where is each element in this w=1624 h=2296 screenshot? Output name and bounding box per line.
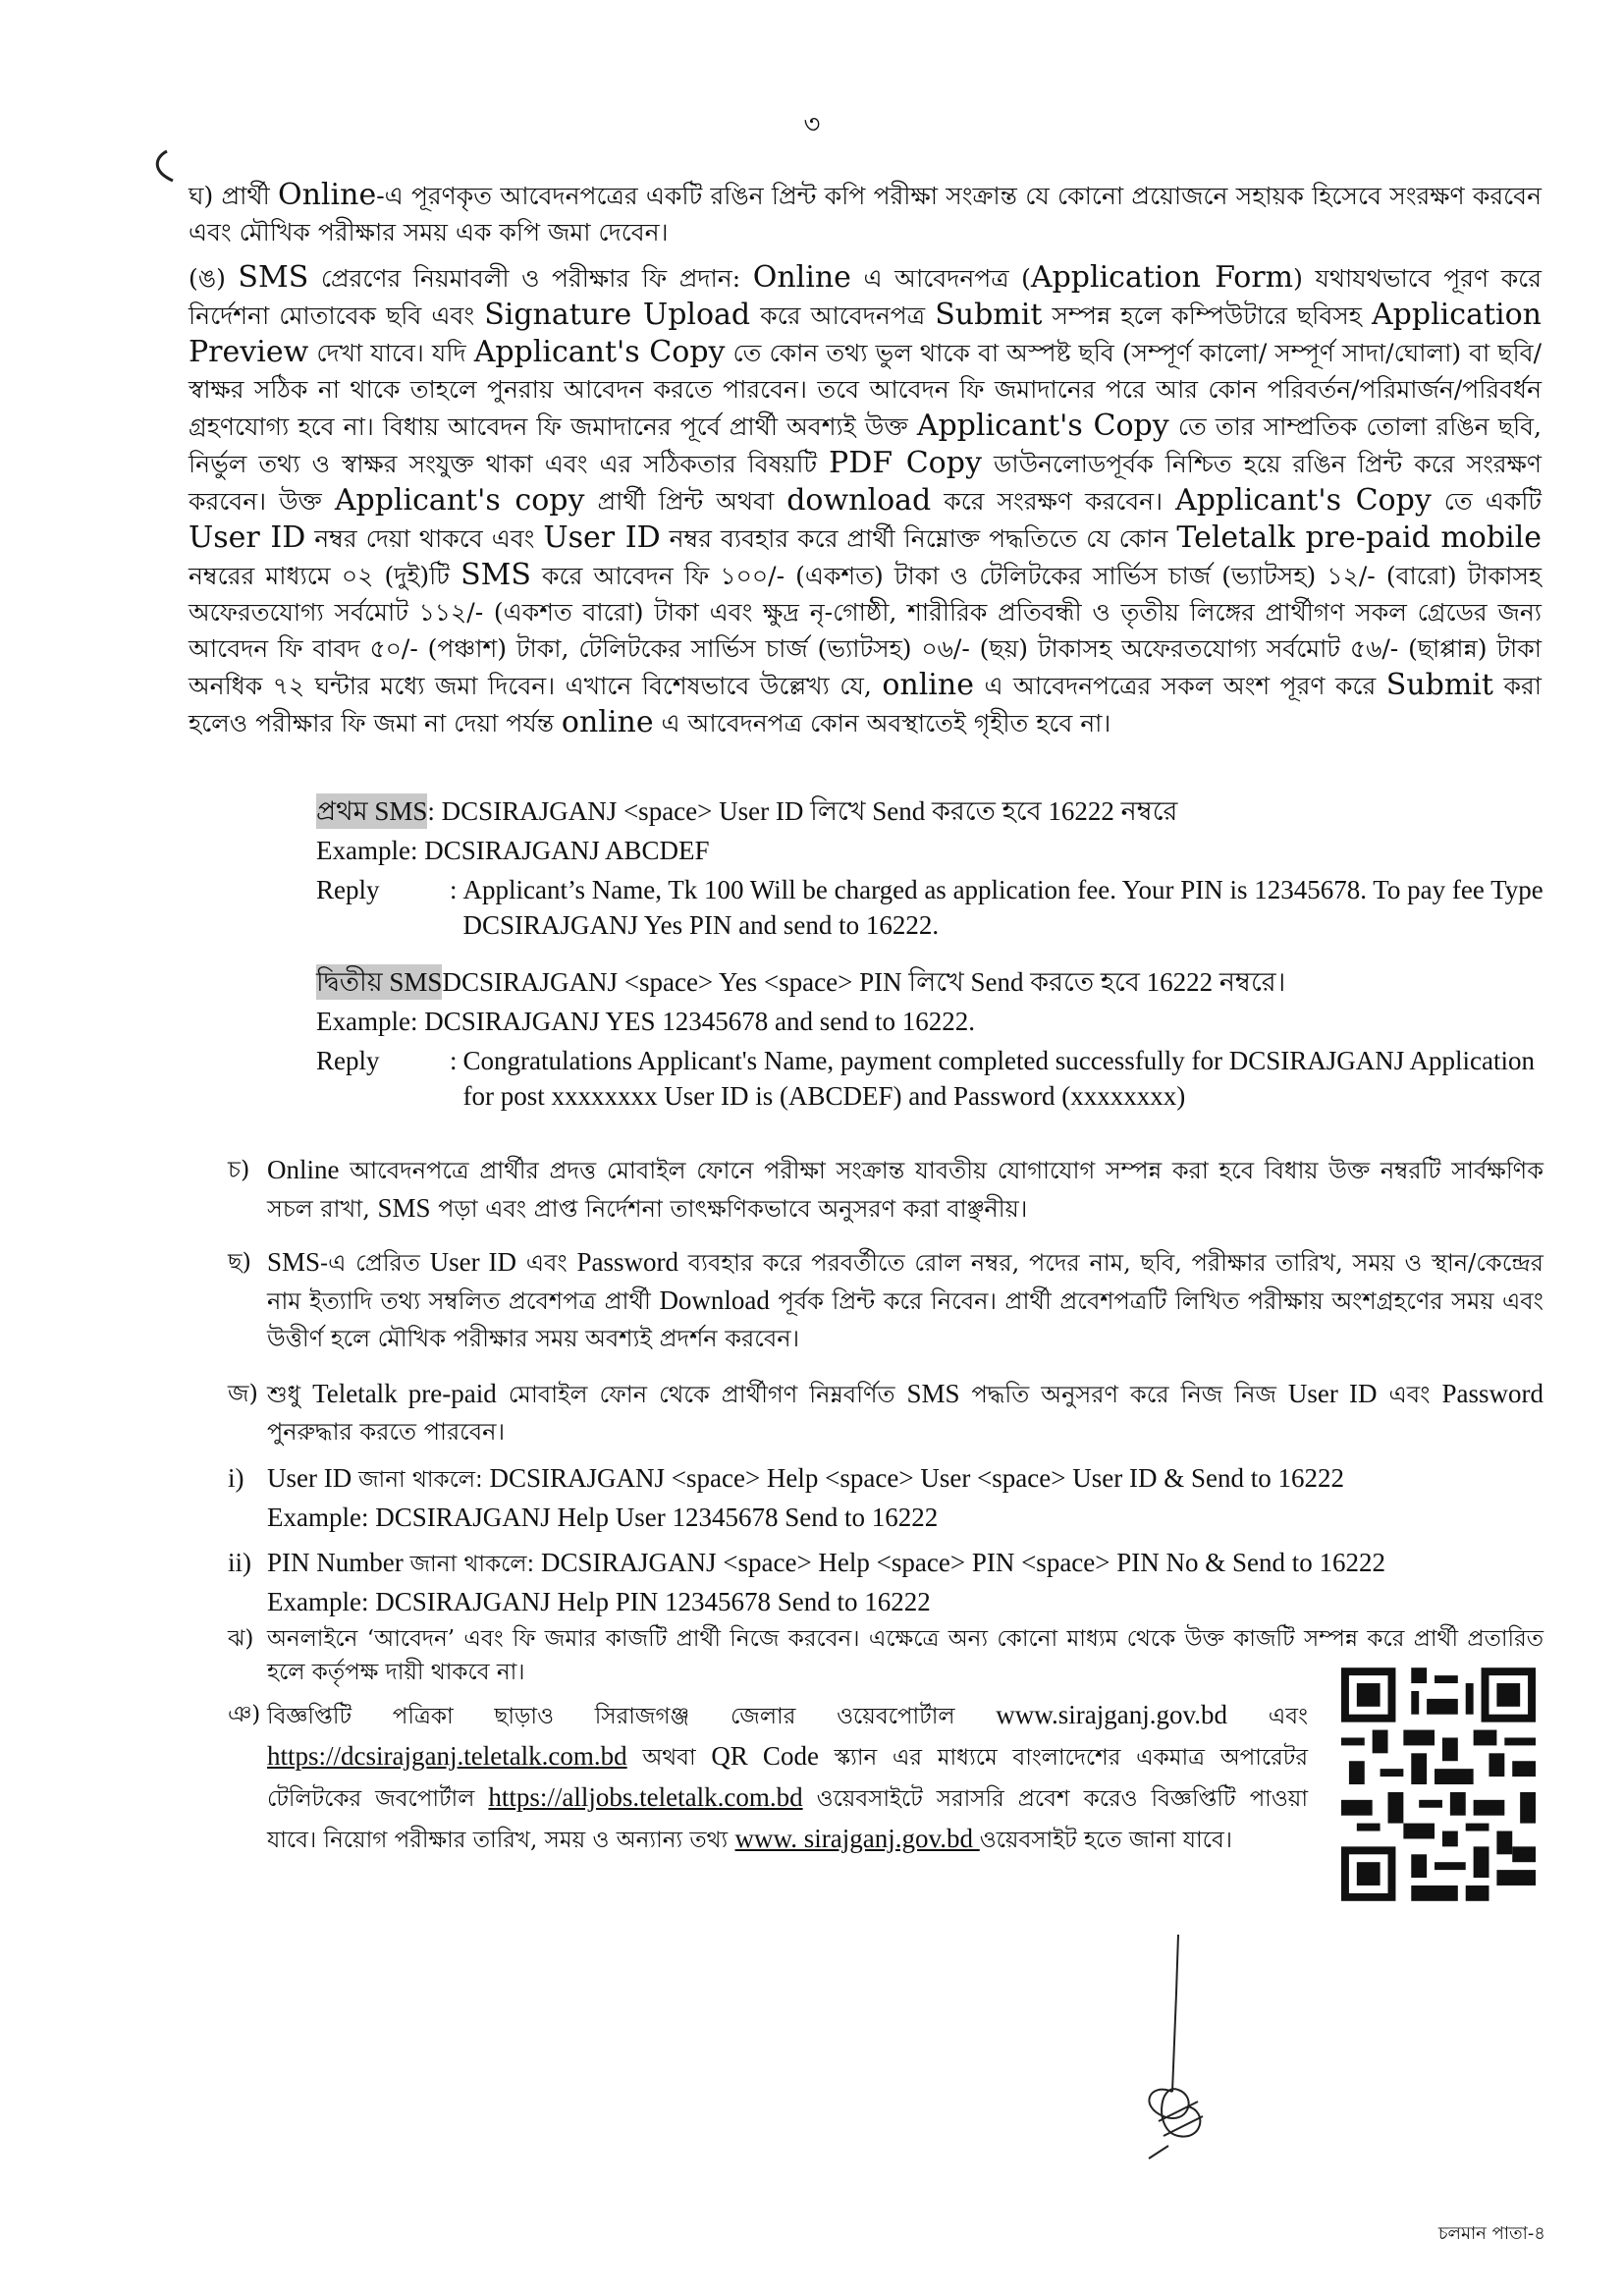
sms1-reply-text: Applicant’s Name, Tk 100 Will be charged as application fee. Your PIN is 12345678. To pay fee Type DCSIRAJGANJ Yes PIN and send to 16222. — [462, 875, 1543, 940]
sms2-example-label: Example — [316, 1007, 410, 1036]
roman-i — [228, 1459, 1543, 1536]
umo-t36: Submit — [1385, 668, 1493, 702]
sms2-text: DCSIRAJGANJ <space> Yes <space> PIN লিখে Send করতে হবে 16222 নম্বরে। — [442, 967, 1286, 997]
umo-t38: online — [561, 705, 654, 739]
roman-i-a: User ID — [267, 1463, 358, 1493]
umo-t19: ডাউনলোডপূর্বক নিশ্চিত হয়ে রঙিন প্রিন্ট করে সংরক্ষণ করবেন। উক্ত — [189, 450, 1542, 516]
signature-icon — [1119, 1935, 1237, 2160]
qr-code-icon[interactable] — [1341, 1667, 1536, 1901]
umo-t9: করে আবেদনপত্র — [750, 301, 936, 330]
umo-t8: Signature Upload — [484, 298, 751, 332]
umo-t37: করা হলেও পরীক্ষার ফি জমা না দেয়া পর্যন্ত — [189, 672, 1542, 738]
chha-t8: পূর্বক প্রিন্ট করে নিবেন। প্রার্থী প্রবেশপত্রটি লিখিত পরীক্ষায় অংশগ্রহণের সময় এবং উত্তীর্ণ হলে মৌখিক পরীক্ষার সময় অবশ্যই প্রদর্শন করবেন। — [267, 1287, 1543, 1352]
item-nya-label: ঞ) — [228, 1702, 261, 1727]
para-gha — [189, 177, 1542, 250]
umo-t27: নম্বর দেয়া থাকবে এবং — [305, 524, 544, 553]
umo-t18: PDF Copy — [829, 446, 982, 480]
roman-ii-a: PIN Number — [267, 1548, 410, 1577]
nya-t3: এবং — [1227, 1704, 1308, 1729]
nya-t7: স্ক্যান এর মাধ্যমে বাংলাদেশের একমাত্র অপারেটর টেলিটকের জবপোর্টাল — [267, 1745, 1308, 1812]
continued-page-footer: চলমান পাতা-৪ — [1437, 2223, 1545, 2244]
cha-t3: SMS — [377, 1193, 431, 1223]
item-jha-text: অনলাইনে ‘আবেদন’ এবং ফি জমার কাজটি প্রার্থী নিজে করবেন। এক্ষেত্রে অন্য কোনো মাধ্যম থেকে উক্ত কাজটি সম্পন্ন করে প্রার্থী প্রতারিত হলে কর্তৃপক্ষ দায়ী থাকবে না। — [267, 1626, 1543, 1685]
chha-t5: Password — [576, 1247, 678, 1277]
umo-t2: SMS — [238, 260, 309, 295]
sms1-example-row — [316, 833, 1543, 868]
sms2-block — [316, 964, 1543, 1114]
para-umo — [189, 259, 1542, 741]
sms2-reply-text: Congratulations Applicant's Name, payment completed successfully for DCSIRAJGANJ Application for post xxxxxxxx User ID is (ABCDEF) and Password (xxxxxxxx) — [462, 1046, 1535, 1111]
nya-t9: ওয়েবসাইটে সরাসরি প্রবেশ করেও বিজ্ঞপ্তিটি পাওয়া যাবে। নিয়োগ পরীক্ষার তারিখ, সময় ও অন্যান্য তথ্য — [267, 1786, 1308, 1853]
umo-t21: প্রার্থী প্রিন্ট অথবা — [584, 487, 787, 516]
item-ja-label: জ) — [228, 1380, 258, 1407]
roman-ii-b: জানা থাকলে: — [409, 1552, 535, 1577]
umo-t34: online — [882, 668, 974, 702]
cha-t2: আবেদনপত্রে প্রার্থীর প্রদত্ত মোবাইল ফোনে পরীক্ষা সংক্রান্ত যাবতীয় যোগাযোগ সম্পন্ন করা হবে বিধায় উক্ত নম্বরটি সার্বক্ষণিক সচল রাখা, — [267, 1157, 1543, 1223]
sms2-label: দ্বিতীয় SMS — [316, 964, 442, 1000]
roman-ii-c: DCSIRAJGANJ <space> Help <space> PIN <space> PIN No & Send to 16222 — [534, 1548, 1386, 1577]
umo-t31: নম্বরের মাধ্যমে ০২ (দুই)টি — [189, 562, 461, 590]
sms1-label: প্রথম SMS — [316, 793, 427, 829]
nya-t11: ওয়েবসাইট হতে জানা যাবে। — [979, 1828, 1232, 1853]
sms1-row — [316, 793, 1543, 829]
sms2-reply-row: Reply : Congratulations Applicant's Name, payment completed successfully for DCSIRAJGANJ Application for post xxxxxxxx User ID is (ABCDEF) and Password (xxxxxxxx) — [316, 1043, 1543, 1114]
roman-i-label: i) — [228, 1463, 244, 1493]
ja-t8: Password — [1441, 1379, 1543, 1408]
umo-t20: Applicant's copy — [334, 483, 585, 518]
cha-t4: পড়া এবং প্রাপ্ত নির্দেশনা তাৎক্ষণিকভাবে অনুসরণ করা বাঞ্ছনীয়। — [430, 1195, 1028, 1223]
chha-t2: -এ প্রেরিত — [320, 1249, 430, 1277]
margin-mark — [147, 147, 175, 187]
roman-ii-label: ii) — [228, 1548, 251, 1577]
chha-t6: ব্যবহার করে পরবর্তীতে রোল নম্বর, পদের নাম, ছবি, পরীক্ষার তারিখ, সময় ও স্থান/কেন্দ্রের নাম ইত্যাদি তথ্য সম্বলিত প্রবেশপত্র প্রার্থী — [267, 1249, 1543, 1315]
umo-t25: তে একটি — [1431, 487, 1542, 516]
nya-t5: অথবা — [626, 1745, 712, 1771]
para-gha-text-2: Online — [278, 178, 377, 212]
sms1-block — [316, 793, 1543, 943]
ja-t3: মোবাইল ফোন থেকে প্রার্থীগণ নিম্নবর্ণিত — [496, 1381, 907, 1408]
umo-t1: (ঙ) — [189, 264, 239, 293]
roman-ii-example: Example: DCSIRAJGANJ Help PIN 12345678 Send to 16222 — [267, 1587, 931, 1616]
para-gha-text-1: ঘ) প্রার্থী — [189, 182, 279, 210]
umo-t3: প্রেরণের নিয়মাবলী ও পরীক্ষার ফি প্রদান: — [308, 264, 753, 293]
item-ja — [228, 1375, 1543, 1450]
umo-t11: সম্পন্ন হলে কম্পিউটারে ছবিসহ — [1042, 301, 1372, 330]
roman-ii — [228, 1544, 1543, 1620]
cha-t1: Online — [267, 1155, 340, 1184]
umo-t33: করে আবেদন ফি ১০০/- (একশত) টাকা ও টেলিটকের সার্ভিস চার্জ (ভ্যাটসহ) ১২/- (বারো) টাকাসহ অফেরতযোগ্য সর্বমোট ১১২/- (একশত বারো) টাকা এবং ক্ষুদ্র নৃ-গোষ্ঠী, শারীরিক প্রতিবন্ধী ও তৃতীয় লিঙ্গের প্রার্থীগণ সকল গ্রেডের জন্য আবেদন ফি বাবদ ৫০/- (পঞ্চাশ) টাকা, টেলিটকের সার্ভিস চার্জ (ভ্যাটসহ) ০৬/- (ছয়) টাকাসহ অফেরতযোগ্য সর্বমোট ৫৬/- (ছাপ্পান্ন) টাকা অনধিক ৭২ ঘন্টার মধ্যে জমা দিবেন। এখানে বিশেষভাবে উল্লেখ্য যে, — [189, 562, 1542, 700]
sms2-example-row — [316, 1004, 1543, 1039]
umo-t23: করে সংরক্ষণ করবেন। — [931, 487, 1176, 516]
ja-t2: Teletalk pre-paid — [312, 1379, 497, 1408]
nya-link-dcsirajganj[interactable]: https://dcsirajganj.teletalk.com.bd — [267, 1741, 627, 1771]
chha-t1: SMS — [267, 1247, 321, 1277]
sms1-reply-row: Reply : Applicant’s Name, Tk 100 Will be charged as application fee. Your PIN is 12345678. To pay fee Type DCSIRAJGANJ Yes PIN and send to 16222. — [316, 872, 1543, 943]
ja-t4: SMS — [906, 1379, 960, 1408]
item-jha-label: ঝ) — [228, 1626, 254, 1652]
roman-i-c: DCSIRAJGANJ <space> Help <space> User <space> User ID & Send to 16222 — [482, 1463, 1344, 1493]
para-gha-text-3: -এ পূরণকৃত আবেদনপত্রের একটি রঙিন প্রিন্ট কপি পরীক্ষা সংক্রান্ত যে কোনো প্রয়োজনে সহায়ক হিসেবে সংরক্ষণ করবেন এবং মৌখিক পরীক্ষার সময় এক কপি জমা দেবেন। — [189, 182, 1542, 246]
sms1-reply-label: Reply — [316, 875, 380, 904]
nya-t1: বিজ্ঞপ্তিটি পত্রিকা ছাড়াও সিরাজগঞ্জ জেলার ওয়েবপোর্টাল — [267, 1704, 997, 1729]
sms2-example-text: : DCSIRAJGANJ YES 12345678 and send to 16222. — [409, 1007, 975, 1036]
sms2-reply-label: Reply — [316, 1046, 380, 1075]
umo-t22: download — [786, 483, 932, 518]
chha-t3: User ID — [429, 1247, 516, 1277]
umo-t7: ) যথাযথভাবে পূরণ করে নির্দেশনা মোতাবেক ছবি এবং — [189, 264, 1542, 330]
umo-t24: Applicant's Copy — [1175, 483, 1432, 518]
roman-i-example: Example: DCSIRAJGANJ Help User 12345678 Send to 16222 — [267, 1503, 939, 1532]
item-cha — [228, 1151, 1543, 1228]
umo-t30: Teletalk pre-paid mobile — [1176, 520, 1542, 555]
roman-i-b: জানা থাকলে: — [357, 1467, 483, 1493]
nya-link-website-2[interactable]: www. sirajganj.gov.bd — [734, 1824, 980, 1853]
item-chha-label: ছ) — [228, 1248, 251, 1276]
ja-t9: পুনরুদ্ধার করতে পারবেন। — [267, 1418, 506, 1446]
umo-t13: দেখা যাবে। যদি — [308, 339, 474, 367]
ja-t7: এবং — [1377, 1381, 1442, 1408]
umo-t26: User ID — [189, 520, 306, 555]
chha-t4: এবং — [515, 1249, 577, 1277]
umo-t6: Application Form — [1030, 260, 1294, 295]
umo-t14: Applicant's Copy — [473, 335, 726, 369]
item-cha-label: চ) — [228, 1156, 250, 1183]
sms2-row — [316, 964, 1543, 1000]
chha-t7: Download — [659, 1285, 770, 1315]
nya-link-alljobs[interactable]: https://alljobs.teletalk.com.bd — [488, 1782, 803, 1812]
umo-t15: তে কোন তথ্য ভুল থাকে বা অস্পষ্ট ছবি (সম্পূর্ণ কালো/ সম্পূর্ণ সাদা/ঘোলা) বা ছবি/স্বাক্ষর সঠিক না থাকে তাহলে পুনরায় আবেদন করতে পারবেন। তবে আবেদন ফি জমাদানের পরে আর কোন পরিবর্তন/পরিমার্জন/পরিবর্ধন গ্রহণযোগ্য হবে না। বিধায় আবেদন ফি জমাদানের পূর্বে প্রার্থী অবশ্যই উক্ত — [189, 339, 1542, 441]
umo-t28: User ID — [543, 520, 661, 555]
umo-t29: নম্বর ব্যবহার করে প্রার্থী নিম্নোক্ত পদ্ধতিতে যে কোন — [660, 524, 1177, 553]
page-number: ৩ — [803, 110, 821, 139]
item-nya — [228, 1695, 1308, 1860]
nya-website-1: www.sirajganj.gov.bd — [996, 1700, 1228, 1729]
item-chha — [228, 1243, 1543, 1357]
umo-t12: Application Preview — [189, 298, 1542, 369]
ja-t6: User ID — [1287, 1379, 1378, 1408]
sms1-text: : DCSIRAJGANJ <space> User ID লিখে Send করতে হবে 16222 নম্বরে — [427, 796, 1178, 826]
sms1-example-text: : DCSIRAJGANJ ABCDEF — [409, 836, 710, 865]
umo-t5: এ আবেদনপত্র ( — [850, 264, 1031, 293]
ja-t1: শুধু — [267, 1381, 313, 1408]
umo-t39: এ আবেদনপত্র কোন অবস্থাতেই গৃহীত হবে না। — [653, 709, 1111, 738]
sms1-example-label: Example — [316, 836, 410, 865]
umo-t35: এ আবেদনপত্রের সকল অংশ পূরণ করে — [973, 672, 1386, 700]
umo-t10: Submit — [935, 298, 1043, 332]
ja-t5: পদ্ধতি অনুসরণ করে নিজ নিজ — [959, 1381, 1288, 1408]
umo-t16: Applicant's Copy — [916, 409, 1169, 443]
nya-t6: QR Code — [711, 1741, 819, 1771]
umo-t17: তে তার সাম্প্রতিক তোলা রঙিন ছবি, নির্ভুল তথ্য ও স্বাক্ষর সংযুক্ত থাকা এবং এর সঠিকতার বিষয়টি — [189, 412, 1542, 478]
umo-t32: SMS — [460, 558, 531, 592]
umo-t4: Online — [752, 260, 851, 295]
